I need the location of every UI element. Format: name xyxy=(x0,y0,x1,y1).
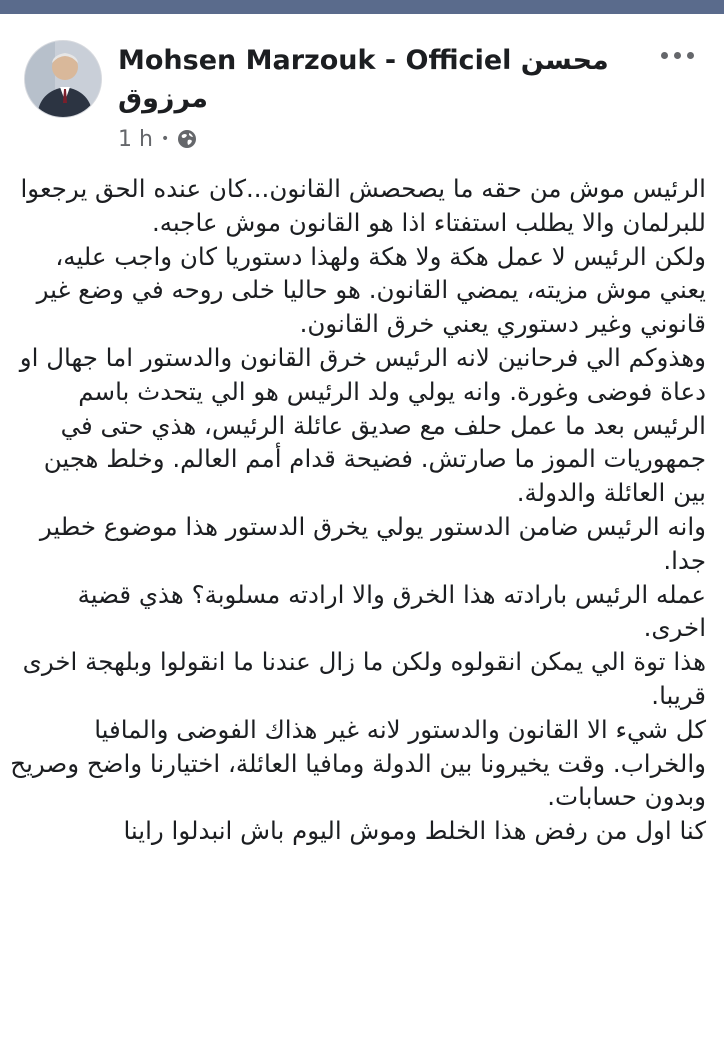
post-paragraph: كل شيء الا القانون والدستور لانه غير هذاك الفوضى والمافيا والخراب. وقت يخيرونا بين الدولة ومافيا العائلة، اختيارنا واضح وصريح وبدون حسابات. xyxy=(10,714,706,812)
meta-separator: • xyxy=(160,131,170,147)
avatar-image xyxy=(25,41,101,117)
avatar[interactable] xyxy=(24,40,102,118)
post-body xyxy=(10,172,706,848)
post-meta xyxy=(118,122,197,156)
author-name-line1[interactable]: Mohsen Marzouk - Officiel محسن xyxy=(118,45,609,76)
post-paragraph: هذا توة الي يمكن انقولوه ولكن ما زال عندنا ما انقولوا وبلهجة اخرى قريبا. xyxy=(22,647,706,710)
author-name[interactable] xyxy=(118,42,638,118)
more-options-button[interactable] xyxy=(653,44,702,67)
top-strip xyxy=(0,0,724,14)
more-horizontal-icon xyxy=(661,52,668,59)
post-paragraph: الرئيس موش من حقه ما يصحصش القانون...كان عنده الحق يرجعوا للبرلمان والا يطلب استفتاء اذا هو القانون موش عاجبه. xyxy=(20,174,706,237)
post-timestamp[interactable]: 1 h xyxy=(118,126,153,152)
post-paragraph: وهذوكم الي فرحانين لانه الرئيس خرق القانون والدستور اما جهال او دعاة فوضى وغورة. وانه يولي ولد الرئيس هو الي يتحدث باسم الرئيس بعد ما عمل حلف مع صديق عائلة الرئيس، هذي حتى في جمهوريات الموز ما صارتش. فضيحة قدام أمم العالم. وخلط هجين بين العائلة والدولة. xyxy=(19,342,706,508)
globe-icon[interactable] xyxy=(177,129,197,149)
post-paragraph: وانه الرئيس ضامن الدستور يولي يخرق الدستور هذا موضوع خطير جدا. xyxy=(39,511,706,575)
post-paragraph: ولكن الرئيس لا عمل هكة ولا هكة ولهذا دستوريا كان واجب عليه، يعني موش مزيته، يمضي القانون. هو حاليا خلى روحه في وضع غير قانوني وغير دستوري يعني خرق القانون. xyxy=(36,241,706,339)
post-paragraph: كنا اول من رفض هذا الخلط وموش اليوم باش انبدلوا راينا xyxy=(123,816,706,846)
more-dot xyxy=(674,52,681,59)
post-header xyxy=(0,14,724,164)
more-dot xyxy=(687,52,694,59)
author-name-line2[interactable]: مرزوق xyxy=(118,83,208,114)
post-paragraph: عمله الرئيس بارادته هذا الخرق والا ارادته مسلوبة؟ هذي قضية اخرى. xyxy=(77,579,706,643)
